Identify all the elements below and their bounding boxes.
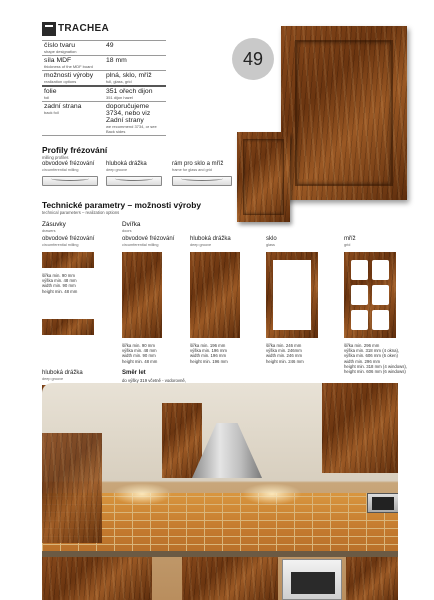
page-number-badge: 49: [232, 38, 274, 80]
spec-row: [42, 86, 166, 102]
door-milling-dims: šířka min. 90 mm výška min. 48 mm width min. 90 mm height min. 48 mm: [122, 343, 158, 364]
drawers-sub: drawers: [42, 229, 56, 233]
brand-name: TRACHEA: [58, 23, 109, 34]
spec-value-sub: we recommend 3734, or see Back sides: [106, 124, 157, 134]
door-grid-image: [344, 252, 396, 338]
spec-key-sub: thickness of the MDF board: [44, 64, 93, 69]
door-milling-image: [122, 252, 162, 338]
door-col-label: obvodové frézování: [122, 236, 175, 242]
drawer-milling-image: [42, 252, 94, 268]
drawers-groove-sub: deep groove: [42, 377, 64, 381]
grain-title: Směr let: [122, 370, 146, 376]
spec-table: [42, 40, 166, 136]
door-col-sub: glass: [266, 243, 275, 247]
profile-frame-drawing: [172, 176, 232, 186]
logo-icon: [42, 22, 56, 36]
profile-label: hluboká drážka: [106, 161, 147, 167]
spec-value: 351 ořech dijon: [106, 88, 153, 95]
profile-sub: frame for glass and grid: [172, 168, 212, 172]
spec-key: folie: [44, 88, 57, 95]
spec-key: možnosti výroby: [44, 72, 94, 79]
spec-key-sub: shape designation: [44, 49, 77, 54]
door-image-large: [281, 26, 407, 200]
spec-value: plná, sklo, mříž: [106, 72, 152, 79]
profile-label: rám pro sklo a mříž: [172, 161, 224, 167]
door-col-sub: grid: [344, 243, 351, 247]
grain-note: do výšky 319 včetně - vodorovně,: [122, 378, 187, 383]
drawer-milling-dims: šířka min. 90 mm výška min. 48 mm width min. 90 mm height min. 48 mm: [42, 273, 78, 294]
spec-key-sub: realization options: [44, 79, 77, 84]
door-glass-image: [266, 252, 318, 338]
spec-key-sub: foil: [44, 95, 50, 100]
profile-sub: deep groove: [106, 168, 128, 172]
door-grid-dims: šířka min. 296 mm výška min. 318 mm (4 okna), výška min. 606 mm (6 oken) width min. 296 mm height min. 318 mm (4 windows), height min. 606 mm (6 windows): [344, 343, 408, 375]
spec-value: 49: [106, 42, 114, 49]
spec-key: zadní strana: [44, 103, 82, 110]
profile-groove-drawing: [106, 176, 162, 186]
drawer-milling-image-2: [42, 319, 94, 335]
spec-row: [42, 56, 166, 71]
doors-sub: doors: [122, 229, 132, 233]
spec-row: [42, 102, 166, 136]
door-col-sub: deep groove: [190, 243, 212, 247]
spec-key-sub: back foil: [44, 110, 59, 115]
door-groove-dims: šířka min. 196 mm výška min. 196 mm width min. 196 mm height min. 196 mm: [190, 343, 228, 364]
door-groove-image: [190, 252, 240, 338]
door-glass-dims: šířka min. 246 mm výška min. 246mm width min. 246 mm height min. 246 mm: [266, 343, 304, 364]
spec-key: síla MDF: [44, 57, 72, 64]
doors-title: Dvířka: [122, 221, 141, 228]
door-col-label: mříž: [344, 236, 356, 242]
spec-value: 18 mm: [106, 57, 127, 64]
spec-key: číslo tvaru: [44, 42, 75, 49]
door-col-sub: circumferential milling: [122, 243, 159, 247]
spec-value: doporučujeme 3734, nebo viz Zadní strany: [106, 103, 151, 124]
profile-milling-drawing: [42, 176, 98, 186]
spec-row: [42, 71, 166, 87]
profiles-title: Profily frézování: [42, 145, 108, 155]
kitchen-photo: [42, 383, 398, 600]
profile-sub: circumferential milling: [42, 168, 79, 172]
technical-title: Technické parametry – možnosti výroby: [42, 200, 202, 210]
door-col-label: hluboká drážka: [190, 236, 231, 242]
spec-value-sub: 351 dijon hazel: [106, 95, 133, 100]
technical-subtitle: technical parameters – realization options: [42, 210, 120, 215]
door-image-small: [237, 132, 290, 222]
brand-logo: [42, 22, 114, 36]
door-col-label: sklo: [266, 236, 277, 242]
profiles-subtitle: milling profiles: [42, 155, 69, 160]
drawers-milling-sub: circumferential milling: [42, 243, 79, 247]
drawers-groove-label: hluboká drážka: [42, 370, 83, 376]
drawers-milling-label: obvodové frézování: [42, 236, 95, 242]
spec-row: [42, 41, 166, 56]
profile-label: obvodové frézování: [42, 161, 95, 167]
drawers-title: Zásuvky: [42, 221, 66, 228]
spec-value-sub: full, glass, grid: [106, 79, 132, 84]
